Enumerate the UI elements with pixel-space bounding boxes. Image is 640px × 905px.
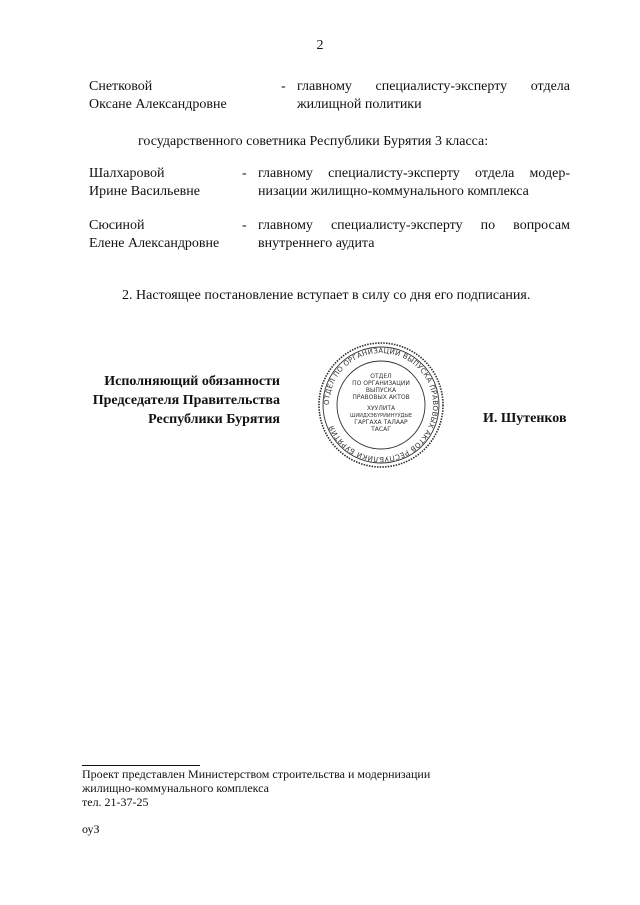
svg-text:ВЫПУСКА: ВЫПУСКА — [365, 387, 397, 394]
signatory-title-line2: Председателя Правительства — [92, 393, 280, 408]
svg-text:ШИИДХЭБҮРИИНҮУДЫЕ: ШИИДХЭБҮРИИНҮУДЫЕ — [350, 413, 412, 419]
svg-text:ТАСАГ: ТАСАГ — [371, 426, 391, 433]
official-seal — [316, 340, 446, 470]
dash-separator: - — [242, 218, 247, 233]
svg-text:ОТДЕЛ ПО ОРГАНИЗАЦИИ ВЫПУСКА П: ОТДЕЛ ПО ОРГАНИЗАЦИИ ВЫПУСКА ПРАВОВЫХ АКТОВ РЕСПУБЛИКИ БУРЯТИЯ — [322, 346, 440, 464]
footer-divider — [82, 765, 200, 766]
appointee-name-line1: Сюсиной — [89, 218, 145, 233]
appointee-name-line2: Ирине Васильевне — [89, 184, 200, 199]
clause-2: 2. Настоящее постановление вступает в силу со дня его подписания. — [122, 288, 531, 303]
signer-name: И. Шутенков — [483, 411, 567, 426]
appointee-name-line1: Снетковой — [89, 79, 153, 94]
footer-code: оуЗ — [82, 822, 100, 836]
appointee-name-line1: Шалхаровой — [89, 166, 165, 181]
footer-project-line1: Проект представлен Министерством строительства и модернизации — [82, 767, 431, 781]
svg-text:ГАРГАХА ТАЛААР: ГАРГАХА ТАЛААР — [354, 419, 408, 426]
signatory-title-line3: Республики Бурятия — [148, 412, 280, 427]
dash-separator: - — [281, 79, 286, 94]
svg-text:ХУУЛИТА: ХУУЛИТА — [366, 405, 396, 412]
svg-text:ОТДЕЛ: ОТДЕЛ — [370, 373, 392, 380]
appointee-role-line2: низации жилищно-коммунального комплекса — [258, 184, 529, 199]
signatory-title-line1: Исполняющий обязанности — [104, 374, 280, 389]
appointee-role-line1: главному специалисту-эксперту отдела — [297, 79, 570, 94]
appointee-name-line2: Оксане Александровне — [89, 97, 227, 112]
appointee-role-line2: жилищной политики — [297, 97, 422, 112]
dash-separator: - — [242, 166, 247, 181]
page-number: 2 — [316, 38, 324, 53]
svg-text:ПРАВОВЫХ АКТОВ: ПРАВОВЫХ АКТОВ — [352, 394, 410, 401]
appointee-role-line1: главному специалисту-эксперту отдела модер- — [258, 166, 570, 181]
footer-project-line2: жилищно-коммунального комплекса — [82, 781, 269, 795]
section-heading: государственного советника Республики Бурятия 3 класса: — [138, 134, 489, 149]
footer-phone: тел. 21-37-25 — [82, 795, 149, 809]
appointee-role-line1: главному специалисту-эксперту по вопросам — [258, 218, 570, 233]
appointee-role-line2: внутреннего аудита — [258, 236, 375, 251]
svg-text:ПО ОРГАНИЗАЦИИ: ПО ОРГАНИЗАЦИИ — [352, 380, 410, 387]
appointee-name-line2: Елене Александровне — [89, 236, 220, 251]
